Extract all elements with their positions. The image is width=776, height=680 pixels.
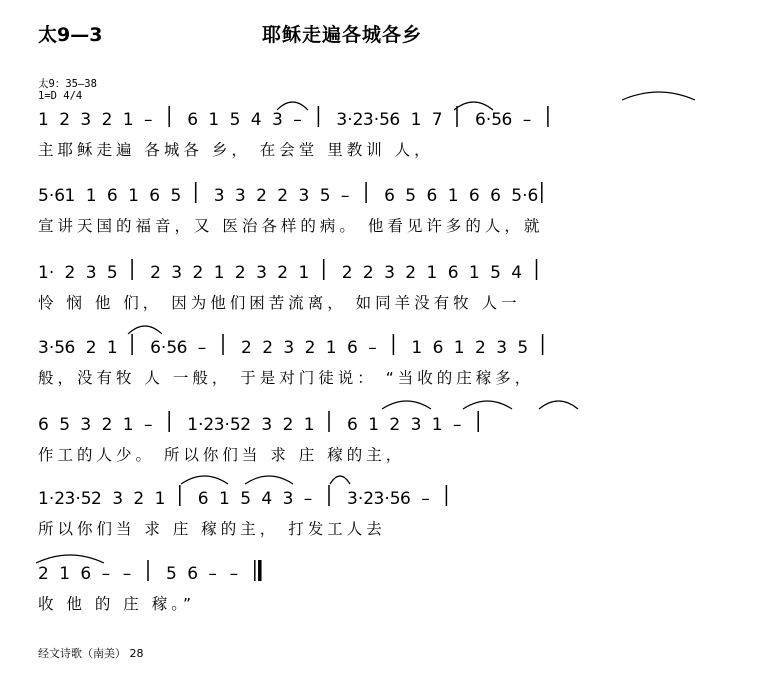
note: 2	[234, 263, 246, 283]
note: 6	[187, 564, 199, 584]
note: –	[229, 564, 239, 584]
note: 4	[250, 110, 262, 130]
score-line-2	[38, 182, 543, 235]
note: 2	[133, 489, 145, 509]
score-line-4	[38, 334, 543, 387]
note: 1	[410, 110, 422, 130]
note: 3	[171, 263, 183, 283]
notes-row	[38, 560, 260, 584]
slur	[622, 92, 695, 100]
slur	[245, 476, 293, 484]
note: 6	[389, 110, 401, 130]
note: 2	[262, 338, 274, 358]
note: 2	[282, 415, 294, 435]
note: 1	[325, 338, 337, 358]
note: 6	[149, 186, 161, 206]
score-line-5	[38, 411, 478, 464]
note: 2	[85, 338, 97, 358]
note: 6·5	[475, 110, 503, 130]
note: 6	[38, 415, 49, 435]
note: 2	[277, 186, 289, 206]
note: 5	[59, 415, 71, 435]
note: –	[122, 564, 132, 584]
score-line-1	[38, 106, 548, 159]
note: 3	[282, 489, 294, 509]
note: 2	[101, 110, 113, 130]
note: 1	[122, 110, 134, 130]
slur	[128, 326, 162, 334]
note: 2	[341, 263, 353, 283]
note: 6	[64, 338, 76, 358]
note: 3·5	[38, 338, 66, 358]
note: 5	[170, 186, 182, 206]
slur	[454, 102, 493, 110]
footer-source: 经文诗歌（南美） 28	[38, 647, 144, 660]
note: –	[101, 564, 111, 584]
slur	[463, 401, 512, 409]
note: –	[208, 564, 217, 584]
note: 6	[197, 489, 209, 509]
note: 1	[122, 415, 134, 435]
note: 3	[496, 338, 508, 358]
note: 5	[517, 338, 529, 358]
note: 3	[112, 489, 124, 509]
note: –	[303, 489, 313, 509]
note: 1	[85, 186, 97, 206]
note: 5·6	[38, 186, 66, 206]
slur	[539, 401, 578, 409]
note: 3	[213, 186, 225, 206]
note: 1	[154, 489, 166, 509]
reference-source: 太9：35—38	[38, 78, 97, 90]
notes-row	[38, 106, 548, 130]
note: –	[144, 110, 153, 130]
note: 1	[468, 263, 480, 283]
lyrics-row: 般，没有牧 人 一般， 于是对门徒说： “当收的庄稼多，	[38, 369, 535, 387]
slur	[382, 401, 431, 409]
note: 3·2	[347, 489, 375, 509]
note: 1	[368, 415, 380, 435]
slur	[277, 102, 308, 110]
note: 2	[64, 263, 76, 283]
note: 3	[256, 263, 267, 283]
note: 1	[38, 110, 49, 130]
note: 3·5	[373, 489, 401, 509]
note: 3·5	[213, 415, 241, 435]
note: 6	[80, 564, 92, 584]
note: 2	[405, 263, 417, 283]
note: 3·2	[336, 110, 364, 130]
lyrics-row: 宣讲天国的福音，又 医治各样的病。 他看见许多的人，就	[38, 217, 544, 235]
note: –	[293, 110, 302, 130]
note: 6	[432, 338, 444, 358]
note: 1·	[38, 263, 55, 283]
note: 2	[150, 263, 161, 283]
note: 2	[304, 338, 316, 358]
note: 1	[64, 186, 76, 206]
note: –	[522, 110, 532, 130]
note: 4	[511, 263, 523, 283]
note: 6	[347, 415, 358, 435]
note: 6	[400, 489, 411, 509]
song-title: 耶稣走遍各城各乡	[262, 24, 423, 46]
note: 3	[298, 186, 310, 206]
note: 3	[283, 338, 295, 358]
slur	[330, 476, 350, 484]
note: –	[197, 338, 207, 358]
note: 1	[453, 338, 465, 358]
note: 2	[59, 110, 71, 130]
note: 3·5	[64, 489, 92, 509]
note: 2	[277, 263, 289, 283]
note: 1	[219, 489, 230, 509]
notes-row	[38, 485, 446, 509]
note: 3	[261, 415, 273, 435]
note: 3	[410, 415, 422, 435]
note: 6	[187, 110, 199, 130]
note: 5·6	[511, 186, 539, 206]
note: 1	[59, 564, 71, 584]
note: 6	[490, 186, 501, 206]
note: 3	[272, 110, 283, 130]
note: 2	[240, 415, 252, 435]
note: 2	[101, 415, 113, 435]
score-line-6	[38, 485, 446, 538]
slur	[181, 476, 228, 484]
note: 3	[384, 263, 395, 283]
lyrics-row: 收 他 的 庄 稼。”	[38, 595, 195, 613]
note: 1·2	[187, 415, 215, 435]
note: 6·5	[150, 338, 178, 358]
note: 5	[106, 263, 118, 283]
note: 2	[475, 338, 486, 358]
note: 1·2	[38, 489, 66, 509]
note: 4	[261, 489, 273, 509]
note: 2	[241, 338, 252, 358]
note: 6	[106, 186, 118, 206]
note: 2	[362, 263, 374, 283]
note: 6	[447, 263, 459, 283]
note: 1	[426, 263, 438, 283]
note: 3·5	[362, 110, 390, 130]
note: 2	[256, 186, 267, 206]
note: 2	[91, 489, 102, 509]
note: 2	[389, 415, 401, 435]
note: –	[340, 186, 350, 206]
note: 1	[128, 186, 139, 206]
note: 1	[411, 338, 423, 358]
note: 5	[229, 110, 241, 130]
note: –	[453, 415, 462, 435]
song-code: 太9—3	[38, 24, 103, 46]
note: 5	[319, 186, 331, 206]
lyrics-row: 作工的人少。 所以你们当 求 庄 稼的主，	[38, 446, 406, 464]
notes-row	[38, 411, 478, 435]
score-line-3	[38, 259, 537, 312]
note: 1	[298, 263, 310, 283]
lyrics-row: 主耶稣走遍 各城各 乡， 在会堂 里教训 人，	[38, 141, 434, 159]
note: –	[144, 415, 153, 435]
note: 3	[234, 186, 246, 206]
note: 1	[447, 186, 459, 206]
note: 3	[80, 415, 92, 435]
note: 3	[80, 110, 92, 130]
note: 6	[426, 186, 438, 206]
note: 1	[303, 415, 315, 435]
note: 5	[405, 186, 417, 206]
note: 6	[468, 186, 480, 206]
score-line-7	[38, 560, 260, 613]
lyrics-row: 怜 悯 他 们， 因为他们困苦流离， 如同羊没有牧 人一	[38, 294, 521, 312]
note: 6	[347, 338, 358, 358]
notes-row	[38, 259, 537, 283]
note: 6	[384, 186, 395, 206]
lyrics-row: 所以你们当 求 庄 稼的主， 打发工人去	[38, 520, 386, 538]
note: 1	[213, 263, 225, 283]
note: 5	[490, 263, 501, 283]
note: 1	[431, 415, 443, 435]
notes-row	[38, 334, 543, 358]
note: 7	[431, 110, 443, 130]
note: –	[368, 338, 377, 358]
note: 2	[38, 564, 49, 584]
note: 5	[166, 564, 177, 584]
note: 2	[192, 263, 204, 283]
note: –	[421, 489, 430, 509]
note: 3	[85, 263, 97, 283]
note: 1	[106, 338, 118, 358]
notes-row	[38, 182, 542, 206]
note: 6	[501, 110, 513, 130]
slur	[36, 555, 104, 563]
note: 5	[240, 489, 252, 509]
note: 6	[176, 338, 188, 358]
key-time-signature: 1=D 4/4	[38, 90, 83, 102]
note: 1	[208, 110, 220, 130]
